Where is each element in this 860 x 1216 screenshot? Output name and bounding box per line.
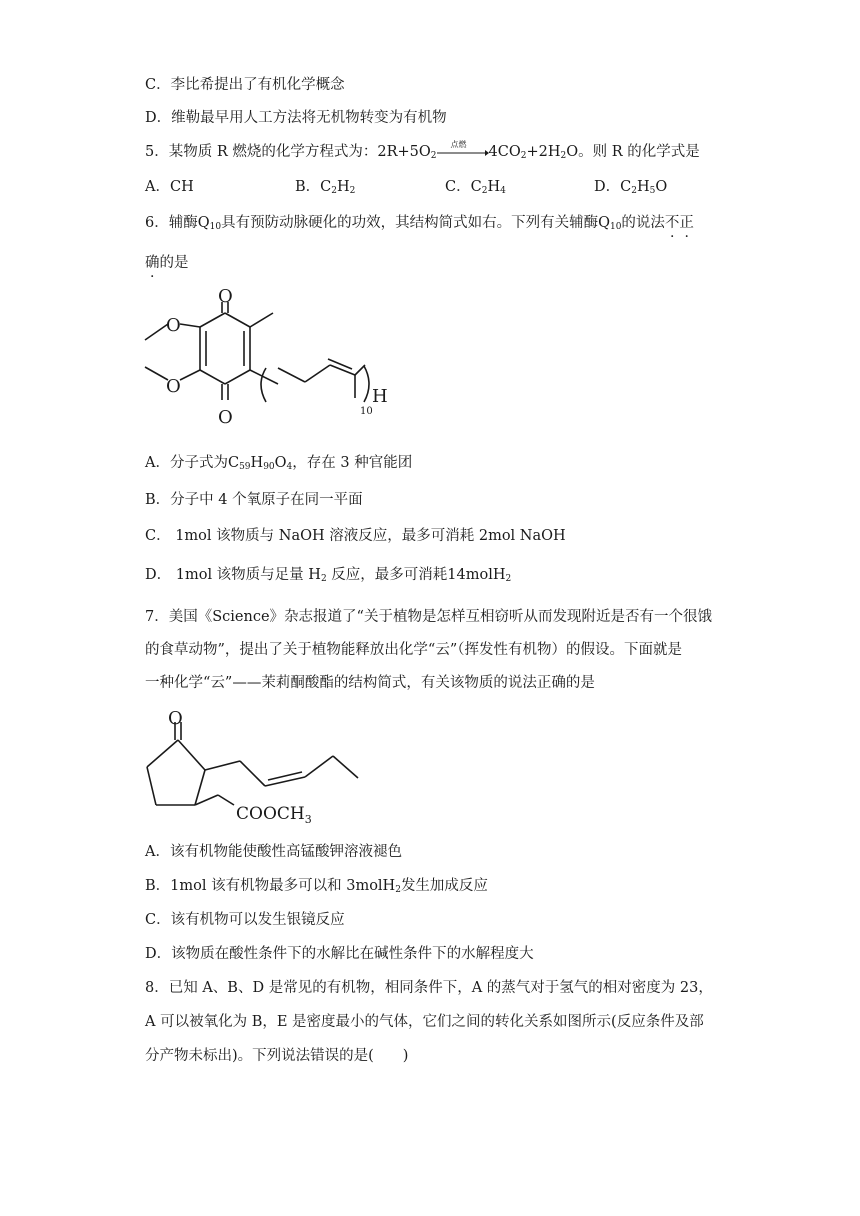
q5-option-d	[594, 175, 667, 196]
q6-option-d	[145, 563, 511, 584]
q6-d-sub1: 2	[320, 574, 327, 584]
q5-stem-question: O。则 R 的化学式是	[566, 144, 700, 160]
q7-b-text: B．1mol 该有机物最多可以和 3molH	[145, 878, 396, 894]
q5-d-sub1: 2	[631, 186, 637, 196]
q7-stem-line3: 一种化学“云”——茉莉酮酸酯的结构简式，有关该物质的说法正确的是	[145, 675, 595, 691]
q5-b-text: B．C	[295, 179, 332, 195]
q5-product-h2o: +2H	[526, 144, 561, 160]
terminal-h: H	[372, 386, 388, 407]
repeat-count: 10	[360, 406, 373, 417]
q5-d-text: D．C	[594, 179, 632, 195]
q5-option-a: A．CH	[145, 179, 194, 195]
q5-o2-subscript: 2	[430, 151, 437, 161]
q5-b-mid: H	[336, 179, 350, 195]
q5-c-sub1: 2	[481, 186, 488, 196]
q8-stem-line3: 分产物未标出)。下列说法错误的是( )	[145, 1048, 409, 1064]
carbonyl-o-bottom: O	[218, 407, 233, 428]
q6-stem-text-2: 具有预防动脉硬化的功效，其结构简式如右。下列有关辅酶Q	[221, 215, 610, 231]
q6-a-h: H	[250, 455, 264, 471]
q4-option-c: C．李比希提出了有机化学概念	[145, 77, 345, 93]
arrow-condition-label: 点燃	[450, 140, 467, 149]
q6-emphasis-char: 不	[664, 215, 680, 231]
q5-co2-subscript: 2	[520, 151, 527, 161]
q6-a-sub3: 4	[286, 462, 293, 472]
ester-label	[236, 804, 312, 826]
q6-option-a	[145, 451, 412, 472]
ester-subscript: 3	[304, 813, 312, 826]
q5-stem	[145, 140, 700, 161]
ester-text: COOCH	[236, 804, 305, 824]
q6-d-text: D． 1mol 该物质与足量 H	[145, 567, 321, 583]
q6-stem-text-3: 的说法	[621, 215, 665, 231]
q6-a-text: A．分子式为C	[145, 455, 240, 471]
q6-a-o: O	[274, 455, 287, 471]
q6-stem-line2	[145, 251, 189, 272]
reaction-arrow	[437, 140, 489, 159]
q6-a-post: ，存在 3 种官能团	[292, 455, 413, 471]
methyl-jasmonate-structure	[140, 700, 380, 830]
q8-stem-line2: A 可以被氧化为 B，E 是密度最小的气体，它们之间的转化关系如图所示(反应条件及部	[145, 1014, 704, 1030]
q7-b-post: 发生加成反应	[400, 878, 488, 894]
q7-option-d: D．该物质在酸性条件下的水解比在碱性条件下的水解程度大	[145, 946, 534, 962]
q7-option-b	[145, 874, 488, 895]
q5-option-c	[445, 175, 506, 196]
q5-c-sub2: 4	[500, 186, 506, 196]
q5-stem-text: 5．某物质 R 燃烧的化学方程式为：2R+5O	[145, 144, 431, 160]
q4-option-d: D．维勒最早用人工方法将无机物转变为有机物	[145, 110, 447, 126]
q6-option-c: C． 1mol 该物质与 NaOH 溶液反应，最多可消耗 2mol NaOH	[145, 528, 566, 544]
arrow-icon	[437, 145, 489, 159]
q6-stem-text-4: 的是	[159, 255, 189, 271]
q5-b-sub1: 2	[331, 186, 337, 196]
q6-a-sub1: 59	[239, 462, 251, 472]
q5-product-co2: 4CO	[488, 144, 521, 160]
q6-d-sub2: 2	[505, 574, 512, 584]
q7-stem-line1: 7．美国《Science》杂志报道了“关于植物是怎样互相窃听从而发现附近是否有一个很饿	[145, 609, 712, 625]
q7-option-c: C．该有机物可以发生银镜反应	[145, 912, 345, 928]
q6-q10-subscript: 10	[209, 222, 222, 232]
q7-stem-line2: 的食草动物”，提出了关于植物能释放出化学“云”（挥发性有机物）的假设。下面就是	[145, 642, 682, 658]
q5-option-b	[295, 175, 355, 196]
q6-emphasis-char: 确	[145, 255, 160, 271]
methoxy-o-1: O	[166, 315, 181, 336]
q6-q10-subscript-2: 10	[609, 222, 622, 232]
q6-option-b: B．分子中 4 个氧原子在同一平面	[145, 492, 363, 508]
q5-d-post: O	[655, 179, 668, 195]
q6-emphasis-char: 正	[679, 215, 694, 231]
coenzyme-q10-structure	[140, 280, 400, 430]
q5-d-sub2: 5	[649, 186, 656, 196]
q6-d-mid: 反应，最多可消耗14molH	[326, 567, 506, 583]
q5-b-sub2: 2	[349, 186, 356, 196]
methoxy-o-2: O	[166, 376, 181, 397]
q5-d-mid: H	[636, 179, 650, 195]
carbonyl-o-top: O	[218, 286, 233, 307]
q5-c-mid: H	[487, 179, 501, 195]
q8-stem-line1: 8．已知 A、B、D 是常见的有机物，相同条件下，A 的蒸气对于氢气的相对密度为 23，	[145, 980, 713, 996]
q6-a-sub2: 90	[263, 462, 275, 472]
q5-h2o-subscript: 2	[560, 151, 567, 161]
q7-b-sub: 2	[395, 885, 401, 895]
q6-stem-text: 6．辅酶Q	[145, 215, 210, 231]
q6-stem-line1	[145, 211, 694, 232]
q5-c-text: C．C	[445, 179, 482, 195]
q7-option-a: A．该有机物能使酸性高锰酸钾溶液褪色	[145, 844, 402, 860]
ketone-o: O	[168, 708, 183, 729]
